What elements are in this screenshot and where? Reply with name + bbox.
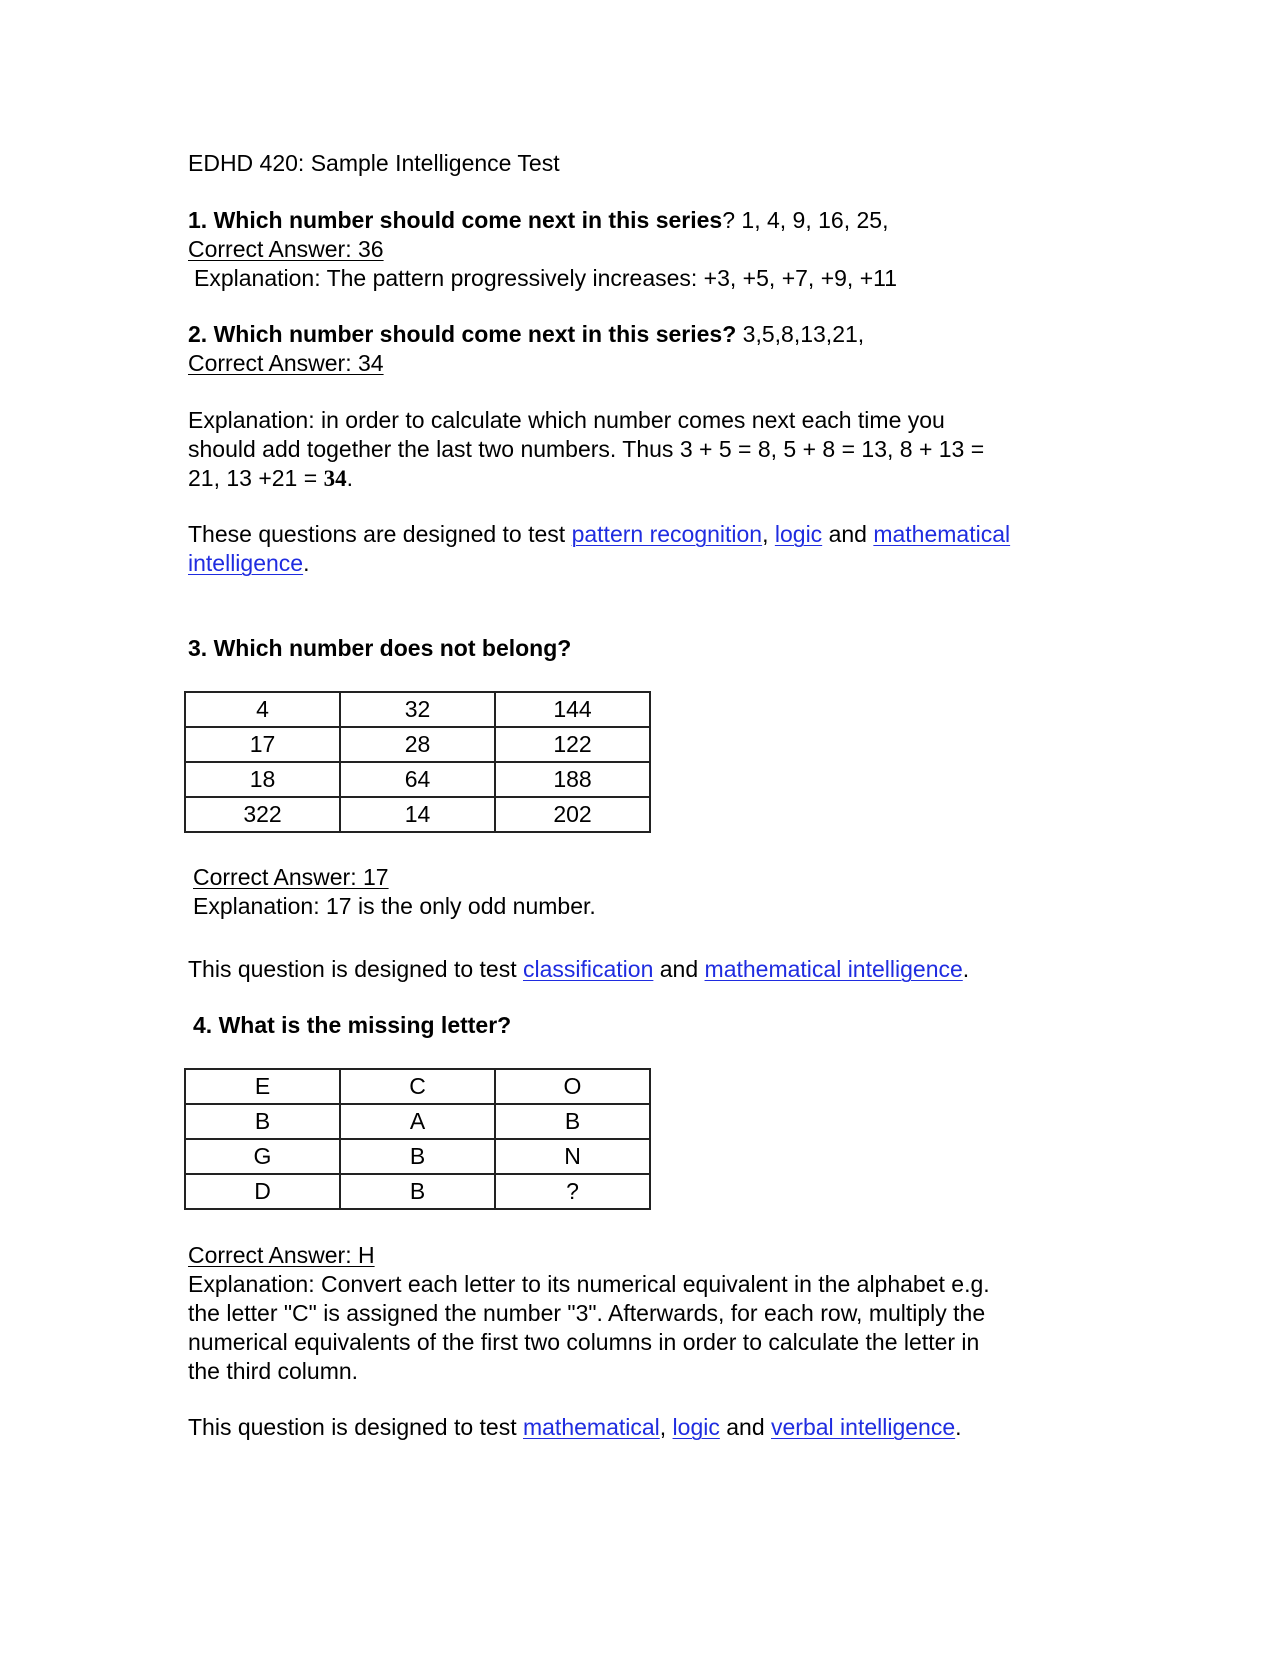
question-4-text: 4. What is the missing letter? [193, 1012, 512, 1038]
table-cell: O [495, 1069, 650, 1104]
table-row [185, 797, 650, 832]
designed-1-and: and [822, 521, 874, 547]
question-4 [193, 1011, 1093, 1040]
designed-3-pre: This question is designed to test [188, 1414, 523, 1440]
table-cell: 64 [340, 762, 495, 797]
question-2-rest: 3,5,8,13,21, [736, 321, 865, 347]
title-text: EDHD 420: Sample Intelligence Test [188, 150, 560, 176]
table-row [185, 1174, 650, 1209]
question-1-answer [188, 235, 1088, 264]
table-cell: B [185, 1104, 340, 1139]
table-cell: 4 [185, 692, 340, 727]
table-cell: D [185, 1174, 340, 1209]
question-1-text [188, 206, 1088, 235]
table-cell: 202 [495, 797, 650, 832]
link-classification[interactable]: classification [522, 956, 654, 982]
question-3-text: 3. Which number does not belong? [188, 635, 572, 661]
designed-1-line-2 [188, 549, 1088, 578]
designed-3-sep: , [659, 1414, 673, 1440]
explanation-2-line-3 [188, 464, 1088, 493]
designed-1-line-1 [188, 520, 1088, 549]
table-cell: 122 [495, 727, 650, 762]
designed-to-test-1 [188, 520, 1088, 578]
link-mathematical-part-1[interactable]: mathematical [873, 521, 1011, 547]
answer-2-text: Correct Answer: 34 [188, 350, 384, 376]
designed-2-pre: This question is designed to test [188, 956, 523, 982]
question-3-explanation: Explanation: 17 is the only odd number. [193, 893, 596, 919]
designed-2-period: . [962, 956, 970, 982]
explanation-4-line-1: Explanation: Convert each letter to its numerical equivalent in the alphabet e.g. [188, 1271, 990, 1297]
question-2-explanation [188, 406, 1088, 493]
link-logic[interactable]: logic [774, 521, 823, 547]
designed-3-and: and [719, 1414, 772, 1440]
table-cell: 322 [185, 797, 340, 832]
explanation-4-line-3: numerical equivalents of the first two columns in order to calculate the letter in [188, 1329, 980, 1355]
explanation-2-line-3-pre: 21, 13 +21 = [188, 465, 324, 491]
explanation-2-line-1: Explanation: in order to calculate which number comes next each time you [188, 407, 945, 433]
designed-3-period: . [955, 1414, 962, 1440]
explanation-2-line-2: should add together the last two numbers. Thus 3 + 5 = 8, 5 + 8 = 13, 8 + 13 = [188, 436, 985, 462]
table-cell: 18 [185, 762, 340, 797]
link-pattern-recognition[interactable]: pattern recognition [571, 521, 763, 547]
question-1-bold: 1. Which number should come next in this series [188, 207, 723, 233]
table-cell: 28 [340, 727, 495, 762]
question-1 [188, 206, 1088, 293]
table-cell: B [340, 1139, 495, 1174]
explanation-4-line-4: the third column. [188, 1358, 359, 1384]
table-cell: 17 [185, 727, 340, 762]
question-1-explanation: Explanation: The pattern progressively increases: +3, +5, +7, +9, +11 [194, 265, 898, 291]
designed-1-sep: , [762, 521, 775, 547]
question-2-answer [188, 349, 1088, 378]
question-1-rest: ? 1, 4, 9, 16, 25, [722, 207, 889, 233]
question-2-bold: 2. Which number should come next in this series? [188, 321, 737, 347]
table-row [185, 1139, 650, 1174]
table-cell: 188 [495, 762, 650, 797]
question-3-answer-block [193, 863, 1093, 921]
table-cell: N [495, 1139, 650, 1174]
designed-to-test-3 [188, 1413, 1088, 1442]
link-mathematical[interactable]: mathematical [522, 1414, 660, 1440]
question-2-text [188, 320, 1088, 349]
table-row [185, 762, 650, 797]
table-cell: G [185, 1139, 340, 1174]
table-cell: 144 [495, 692, 650, 727]
explanation-4-line-2: the letter "C" is assigned the number "3". Afterwards, for each row, multiply the [188, 1300, 986, 1326]
table-cell: 14 [340, 797, 495, 832]
designed-2-and: and [653, 956, 705, 982]
question-3 [188, 634, 1088, 663]
answer-1-text: Correct Answer: 36 [188, 236, 384, 262]
table-row [185, 727, 650, 762]
explanation-2-line-3-post: . [346, 465, 353, 491]
table-cell: ? [495, 1174, 650, 1209]
table-cell: B [495, 1104, 650, 1139]
question-4-answer-block [188, 1241, 1088, 1386]
answer-4-text: Correct Answer: H [188, 1242, 375, 1268]
link-mathematical-part-2[interactable]: intelligence [188, 550, 304, 576]
explanation-2-answer-bold: 34 [323, 466, 347, 491]
designed-1-period: . [303, 550, 310, 576]
table-cell: E [185, 1069, 340, 1104]
answer-3-text: Correct Answer: 17 [193, 864, 389, 890]
page-title [188, 149, 1088, 178]
question-4-table [184, 1068, 651, 1210]
link-verbal-intelligence[interactable]: verbal intelligence [771, 1414, 956, 1440]
question-3-answer [193, 863, 1093, 892]
question-4-answer [188, 1241, 1088, 1270]
link-logic-2[interactable]: logic [672, 1414, 720, 1440]
designed-1-pre: These questions are designed to test [188, 521, 572, 547]
question-2 [188, 320, 1088, 378]
question-3-table [184, 691, 651, 833]
table-cell: 32 [340, 692, 495, 727]
designed-to-test-2 [188, 955, 1088, 984]
table-cell: C [340, 1069, 495, 1104]
table-cell: A [340, 1104, 495, 1139]
table-row [185, 692, 650, 727]
link-mathematical-intelligence[interactable]: mathematical intelligence [704, 956, 963, 982]
table-cell: B [340, 1174, 495, 1209]
table-row [185, 1069, 650, 1104]
table-row [185, 1104, 650, 1139]
